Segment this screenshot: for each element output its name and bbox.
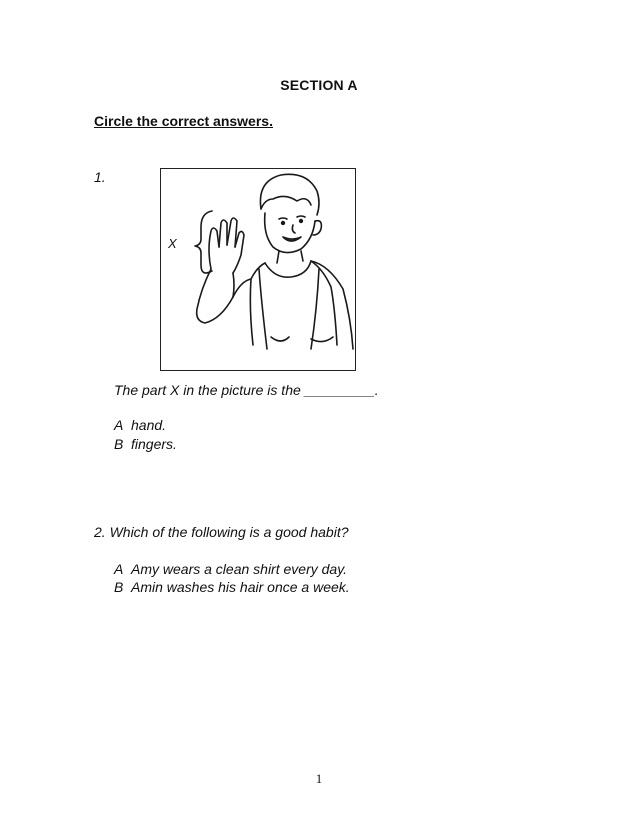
question-2-text: 2. Which of the following is a good habit? (94, 524, 349, 540)
question-1-text: The part X in the picture is the _________. (114, 382, 379, 398)
question-1-option-b[interactable] (114, 436, 177, 452)
page-number: 1 (315, 771, 323, 786)
question-1-option-a[interactable] (114, 417, 166, 433)
question-2-option-a[interactable] (114, 561, 347, 577)
option-letter: B (114, 436, 124, 452)
instruction: Circle the correct answers. (94, 113, 273, 129)
section-title: SECTION A (280, 77, 358, 93)
boy-waving-figure (160, 168, 356, 371)
option-text: Amy wears a clean shirt every day. (131, 561, 348, 577)
option-text: hand. (131, 417, 167, 433)
question-2-option-b[interactable] (114, 579, 350, 595)
option-letter: A (114, 561, 124, 577)
boy-waving-illustration (161, 169, 355, 370)
option-letter: B (114, 579, 124, 595)
option-text: Amin washes his hair once a week. (131, 579, 350, 595)
question-1-number: 1. (94, 169, 106, 185)
option-letter: A (114, 417, 124, 433)
option-text: fingers. (131, 436, 177, 452)
figure-label-x: X (168, 236, 177, 251)
